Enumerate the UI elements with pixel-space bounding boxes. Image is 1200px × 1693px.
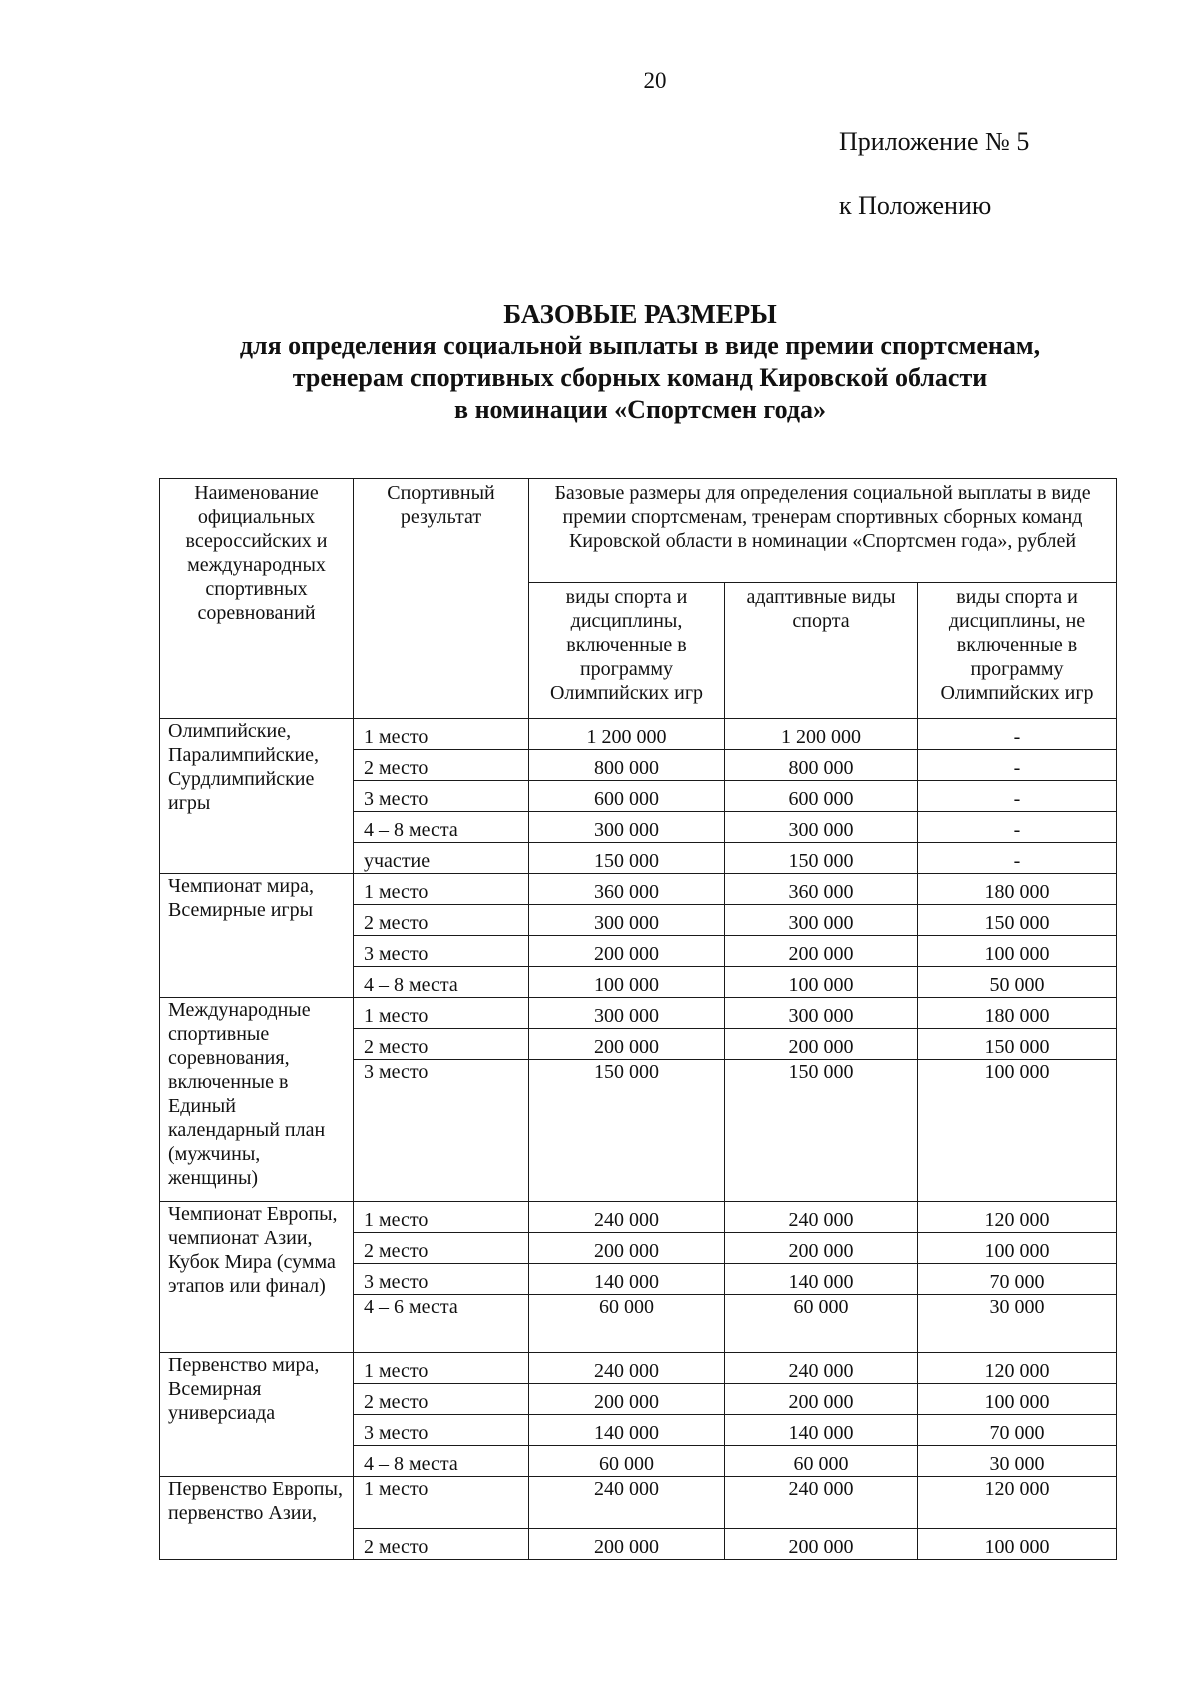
non-olympic-value: 150 000 xyxy=(918,1029,1117,1060)
result-cell: 1 место xyxy=(354,874,529,905)
table-row xyxy=(160,1477,1117,1529)
result-cell: 1 место xyxy=(354,719,529,750)
adaptive-value: 300 000 xyxy=(725,905,918,936)
olympic-value: 300 000 xyxy=(529,998,725,1029)
olympic-value: 240 000 xyxy=(529,1202,725,1233)
competition-name: Международные спортивные соревнования, включенные в Единый календарный план (мужчины, женщины) xyxy=(160,998,354,1202)
olympic-value: 200 000 xyxy=(529,1384,725,1415)
adaptive-value: 60 000 xyxy=(725,1446,918,1477)
competition-name: Первенство мира, Всемирная универсиада xyxy=(160,1353,354,1477)
non-olympic-value: 100 000 xyxy=(918,1233,1117,1264)
olympic-value: 100 000 xyxy=(529,967,725,998)
document-title xyxy=(150,298,1130,426)
non-olympic-value: - xyxy=(918,750,1117,781)
appendix-label xyxy=(839,127,1029,221)
result-cell: 3 место xyxy=(354,936,529,967)
table-row xyxy=(160,1353,1117,1384)
result-cell: 3 место xyxy=(354,781,529,812)
result-cell: 1 место xyxy=(354,1202,529,1233)
adaptive-value: 1 200 000 xyxy=(725,719,918,750)
result-cell: 4 – 8 места xyxy=(354,1446,529,1477)
adaptive-value: 60 000 xyxy=(725,1295,918,1353)
non-olympic-value: 100 000 xyxy=(918,1384,1117,1415)
olympic-value: 140 000 xyxy=(529,1264,725,1295)
table-header xyxy=(160,479,1117,719)
olympic-value: 240 000 xyxy=(529,1477,725,1529)
adaptive-value: 140 000 xyxy=(725,1415,918,1446)
appendix-reference: к Положению xyxy=(839,191,992,220)
adaptive-value: 800 000 xyxy=(725,750,918,781)
table-row xyxy=(160,719,1117,750)
result-cell: 1 место xyxy=(354,1353,529,1384)
adaptive-value: 200 000 xyxy=(725,1529,918,1560)
adaptive-value: 600 000 xyxy=(725,781,918,812)
result-cell: 1 место xyxy=(354,1477,529,1529)
adaptive-value: 200 000 xyxy=(725,936,918,967)
non-olympic-value: 120 000 xyxy=(918,1353,1117,1384)
olympic-value: 600 000 xyxy=(529,781,725,812)
adaptive-value: 200 000 xyxy=(725,1233,918,1264)
title-line-1: для определения социальной выплаты в виде премии спортсменам, xyxy=(239,331,1041,360)
adaptive-value: 240 000 xyxy=(725,1477,918,1529)
page-number: 20 xyxy=(643,68,667,93)
non-olympic-value: - xyxy=(918,719,1117,750)
table-row xyxy=(160,874,1117,905)
header-result: Спортивный результат xyxy=(354,479,529,719)
result-cell: 3 место xyxy=(354,1060,529,1202)
adaptive-value: 200 000 xyxy=(725,1384,918,1415)
header-non-olympic: виды спорта и дисциплины, не включенные в программу Олимпийских игр xyxy=(918,583,1117,719)
result-cell: 2 место xyxy=(354,1029,529,1060)
olympic-value: 140 000 xyxy=(529,1415,725,1446)
non-olympic-value: 70 000 xyxy=(918,1415,1117,1446)
olympic-value: 200 000 xyxy=(529,1029,725,1060)
olympic-value: 200 000 xyxy=(529,936,725,967)
adaptive-value: 240 000 xyxy=(725,1353,918,1384)
result-cell: 1 место xyxy=(354,998,529,1029)
non-olympic-value: 100 000 xyxy=(918,1529,1117,1560)
non-olympic-value: 30 000 xyxy=(918,1446,1117,1477)
olympic-value: 240 000 xyxy=(529,1353,725,1384)
non-olympic-value: 100 000 xyxy=(918,1060,1117,1202)
non-olympic-value: 100 000 xyxy=(918,936,1117,967)
non-olympic-value: 180 000 xyxy=(918,874,1117,905)
non-olympic-value: - xyxy=(918,843,1117,874)
olympic-value: 60 000 xyxy=(529,1295,725,1353)
table-row xyxy=(160,1202,1117,1233)
competition-name: Чемпионат мира, Всемирные игры xyxy=(160,874,354,998)
non-olympic-value: 150 000 xyxy=(918,905,1117,936)
olympic-value: 60 000 xyxy=(529,1446,725,1477)
non-olympic-value: - xyxy=(918,781,1117,812)
competition-name: Чемпионат Европы, чемпионат Азии, Кубок Мира (сумма этапов или финал) xyxy=(160,1202,354,1353)
result-cell: 4 – 8 места xyxy=(354,967,529,998)
adaptive-value: 150 000 xyxy=(725,1060,918,1202)
non-olympic-value: 180 000 xyxy=(918,998,1117,1029)
title-heading: БАЗОВЫЕ РАЗМЕРЫ xyxy=(503,299,777,329)
olympic-value: 200 000 xyxy=(529,1233,725,1264)
non-olympic-value: 50 000 xyxy=(918,967,1117,998)
competition-name: Олимпийские, Паралимпийские, Сурдлимпийские игры xyxy=(160,719,354,874)
competition-name: Первенство Европы, первенство Азии, xyxy=(160,1477,354,1560)
adaptive-value: 140 000 xyxy=(725,1264,918,1295)
result-cell: 4 – 8 места xyxy=(354,812,529,843)
result-cell: 3 место xyxy=(354,1264,529,1295)
title-line-2: тренерам спортивных сборных команд Кировской области xyxy=(292,363,988,392)
non-olympic-value: 70 000 xyxy=(918,1264,1117,1295)
adaptive-value: 300 000 xyxy=(725,812,918,843)
base-amounts-table xyxy=(159,478,1117,1560)
header-olympic: виды спорта и дисциплины, включенные в программу Олимпийских игр xyxy=(529,583,725,719)
non-olympic-value: 30 000 xyxy=(918,1295,1117,1353)
adaptive-value: 200 000 xyxy=(725,1029,918,1060)
table-row xyxy=(160,998,1117,1029)
olympic-value: 200 000 xyxy=(529,1529,725,1560)
olympic-value: 150 000 xyxy=(529,843,725,874)
title-line-3: в номинации «Спортсмен года» xyxy=(454,395,826,424)
olympic-value: 1 200 000 xyxy=(529,719,725,750)
non-olympic-value: 120 000 xyxy=(918,1477,1117,1529)
appendix-number: Приложение № 5 xyxy=(839,127,1030,156)
olympic-value: 150 000 xyxy=(529,1060,725,1202)
adaptive-value: 150 000 xyxy=(725,843,918,874)
adaptive-value: 240 000 xyxy=(725,1202,918,1233)
header-adaptive: адаптивные виды спорта xyxy=(725,583,918,719)
result-cell: 4 – 6 места xyxy=(354,1295,529,1353)
adaptive-value: 300 000 xyxy=(725,998,918,1029)
olympic-value: 360 000 xyxy=(529,874,725,905)
adaptive-value: 360 000 xyxy=(725,874,918,905)
olympic-value: 300 000 xyxy=(529,812,725,843)
result-cell: 2 место xyxy=(354,1384,529,1415)
result-cell: участие xyxy=(354,843,529,874)
olympic-value: 300 000 xyxy=(529,905,725,936)
result-cell: 2 место xyxy=(354,1529,529,1560)
result-cell: 3 место xyxy=(354,1415,529,1446)
header-competition: Наименование официальных всероссийских и международных спортивных соревнований xyxy=(160,479,354,719)
table-body xyxy=(160,719,1117,1560)
result-cell: 2 место xyxy=(354,750,529,781)
result-cell: 2 место xyxy=(354,905,529,936)
olympic-value: 800 000 xyxy=(529,750,725,781)
non-olympic-value: 120 000 xyxy=(918,1202,1117,1233)
result-cell: 2 место xyxy=(354,1233,529,1264)
adaptive-value: 100 000 xyxy=(725,967,918,998)
non-olympic-value: - xyxy=(918,812,1117,843)
header-base-amounts: Базовые размеры для определения социальной выплаты в виде премии спортсменам, тренерам спортивных сборных команд Кировской области в номинации «Спортсмен года», рублей xyxy=(529,479,1117,583)
